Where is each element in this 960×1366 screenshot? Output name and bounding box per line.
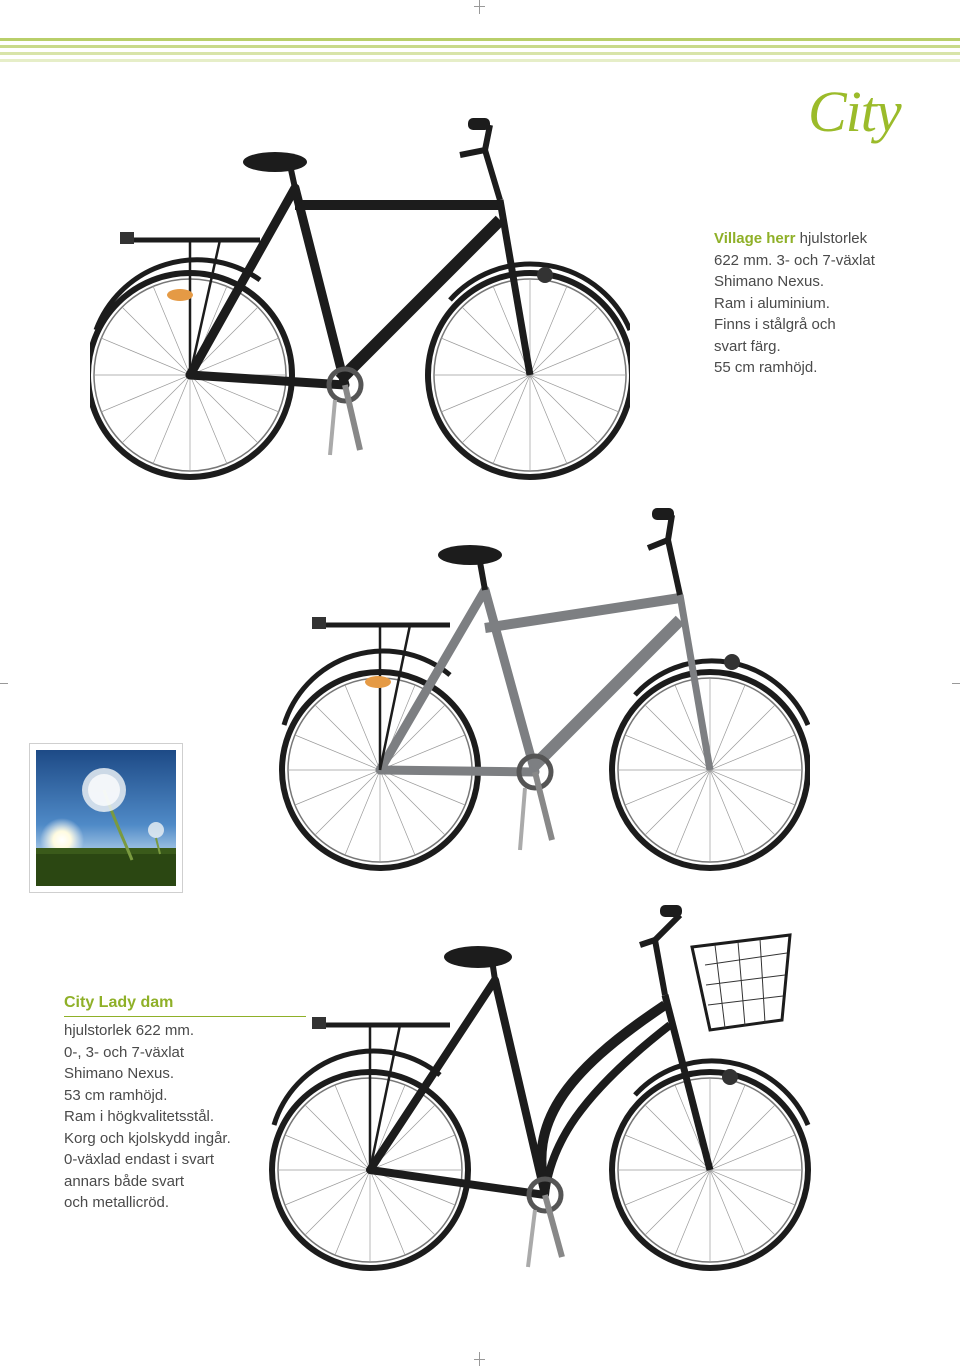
lady-line: 0-, 3- och 7-växlat [64, 1043, 185, 1061]
village-name: Village herr [714, 230, 796, 247]
village-line: Ram i aluminium. [714, 294, 830, 312]
lady-line: Korg och kjolskydd ingår. [64, 1129, 231, 1147]
crop-mark [952, 683, 960, 684]
lady-line: Ram i högkvalitetsstål. [64, 1108, 215, 1125]
dandelion-photo-frame [30, 744, 182, 892]
bike-village-black [90, 110, 630, 495]
bike-city-lady [260, 895, 820, 1285]
header-stripes [0, 38, 960, 66]
lady-name: City Lady dam [64, 994, 174, 1011]
crop-mark [474, 1359, 485, 1360]
stripe [0, 38, 960, 41]
village-first-line-rest: hjulstorlek [795, 230, 868, 247]
stripe [0, 59, 960, 62]
stripe [0, 45, 960, 48]
crop-mark [0, 683, 8, 684]
lady-line: 53 cm ramhöjd. [64, 1086, 168, 1104]
village-line: Finns i stålgrå och [714, 316, 836, 333]
lady-title-block [64, 992, 173, 1014]
page-title: City [808, 79, 901, 144]
dandelion-photo [36, 750, 176, 886]
lady-line: hjulstorlek 622 mm. [64, 1022, 195, 1039]
crop-mark [479, 0, 480, 14]
bike-village-grey [270, 500, 810, 885]
village-description [714, 228, 875, 379]
lady-line: annars både svart [64, 1172, 185, 1190]
lady-line: och metallicröd. [64, 1194, 170, 1211]
stripe [0, 52, 960, 55]
village-line: 55 cm ramhöjd. [714, 359, 818, 376]
village-line: 622 mm. 3- och 7-växlat [714, 251, 875, 269]
village-line: svart färg. [714, 337, 781, 355]
crop-mark [474, 6, 485, 7]
lady-description [64, 1020, 231, 1214]
lady-line: 0-växlad endast i svart [64, 1151, 215, 1168]
village-first-line [714, 228, 875, 250]
village-line: Shimano Nexus. [714, 273, 825, 290]
lady-line: Shimano Nexus. [64, 1065, 175, 1082]
